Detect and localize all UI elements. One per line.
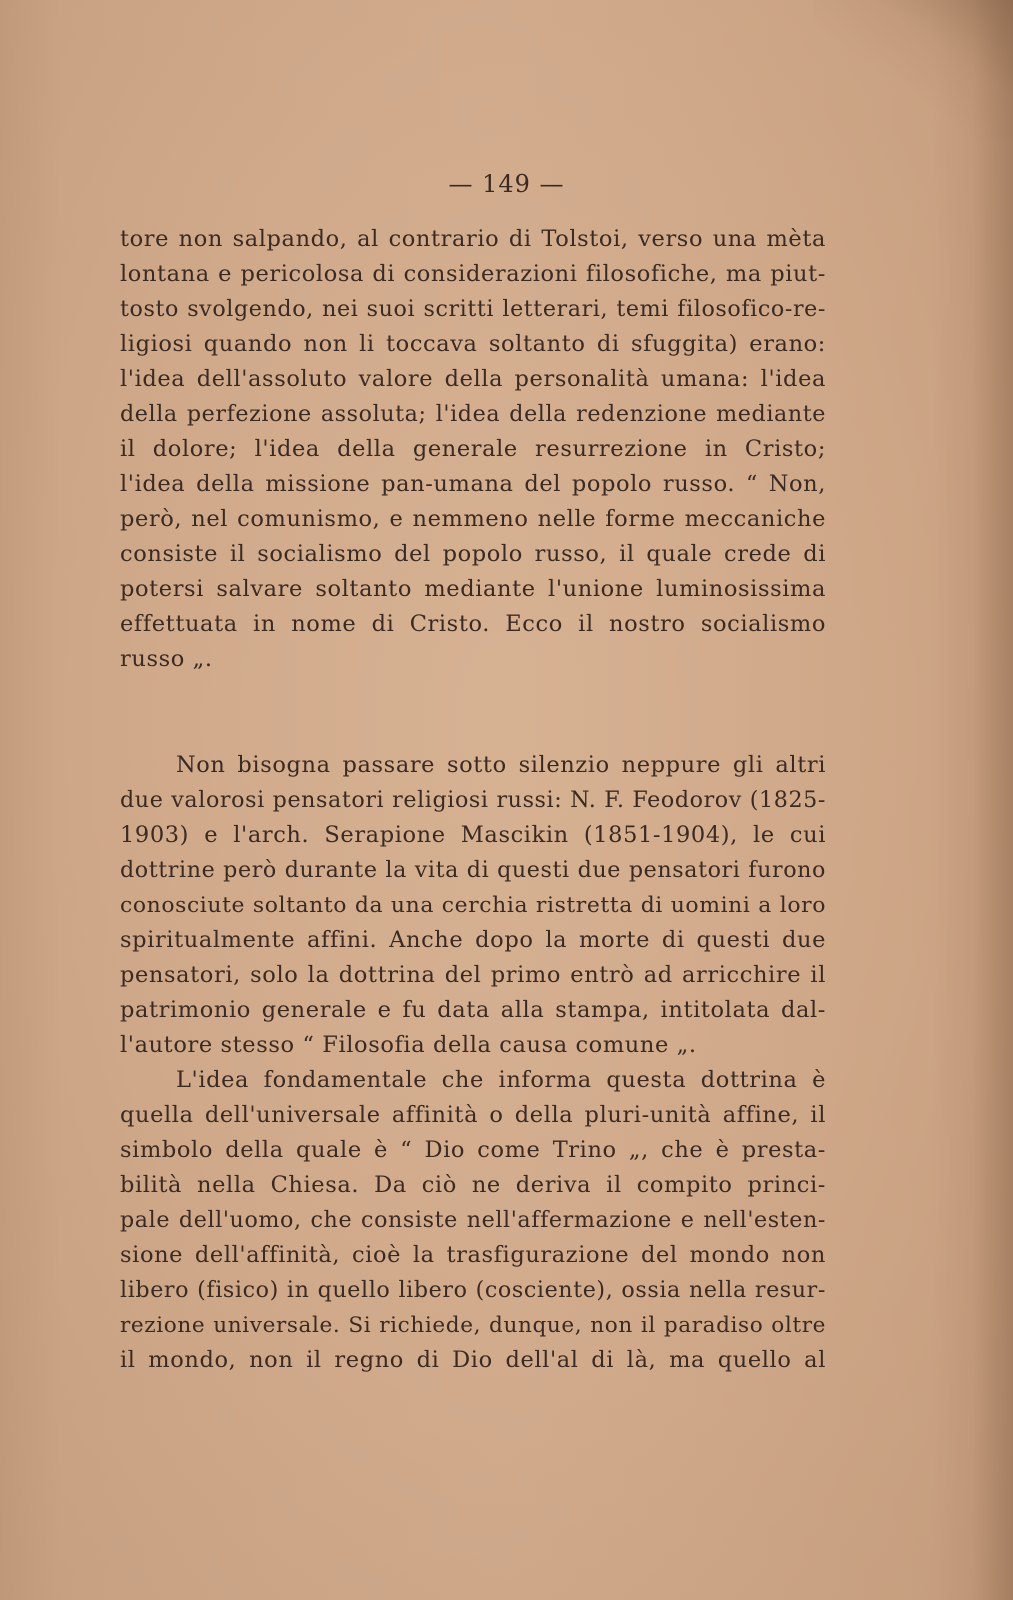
text-line: lontana e pericolosa di considerazioni filosofiche, ma piut- — [120, 261, 826, 287]
text-line: tosto svolgendo, nei suoi scritti letterari, temi filosofico-re- — [120, 296, 826, 322]
text-line: pale dell'uomo, che consiste nell'affermazione e nell'esten- — [120, 1207, 826, 1233]
text-line: però, nel comunismo, e nemmeno nelle forme meccaniche — [120, 506, 826, 532]
text-line: L'idea fondamentale che informa questa dottrina è — [176, 1067, 826, 1093]
text-line: della perfezione assoluta; l'idea della redenzione mediante — [120, 401, 826, 427]
text-line: bilità nella Chiesa. Da ciò ne deriva il compito princi- — [120, 1172, 826, 1198]
text-line: l'idea della missione pan-umana del popolo russo. “ Non, — [120, 471, 826, 497]
text-line: l'idea dell'assoluto valore della personalità umana: l'idea — [120, 366, 826, 392]
text-line: il dolore; l'idea della generale resurrezione in Cristo; — [120, 436, 826, 462]
text-line: russo „. — [120, 646, 213, 672]
text-line: Non bisogna passare sotto silenzio neppure gli altri — [176, 752, 826, 778]
text-line: il mondo, non il regno di Dio dell'al di là, ma quello al — [120, 1347, 826, 1373]
text-line: conosciute soltanto da una cerchia ristretta di uomini a loro — [120, 893, 826, 918]
text-line: quella dell'universale affinità o della pluri-unità affine, il — [120, 1102, 826, 1128]
text-line: tore non salpando, al contrario di Tolstoi, verso una mèta — [120, 226, 826, 252]
text-line: dottrine però durante la vita di questi due pensatori furono — [120, 857, 826, 883]
text-line: consiste il socialismo del popolo russo, il quale crede di — [120, 541, 826, 567]
text-line: l'autore stesso “ Filosofia della causa comune „. — [120, 1032, 697, 1058]
text-line: spiritualmente affini. Anche dopo la morte di questi due — [120, 927, 826, 953]
paragraph-1 — [120, 222, 826, 677]
page-number: — 149 — — [448, 170, 565, 198]
text-line: potersi salvare soltanto mediante l'unione luminosissima — [120, 576, 826, 602]
text-line: simbolo della quale è “ Dio come Trino „, che è presta- — [120, 1137, 826, 1163]
page-edge-shadow — [973, 0, 1013, 1600]
text-line: ligiosi quando non li toccava soltanto di sfuggita) erano: — [120, 331, 826, 357]
paragraph-3 — [120, 1063, 826, 1378]
text-line: due valorosi pensatori religiosi russi: N. F. Feodorov (1825- — [120, 787, 826, 813]
text-line: effettuata in nome di Cristo. Ecco il nostro socialismo — [120, 611, 826, 637]
text-line: patrimonio generale e fu data alla stampa, intitolata dal- — [120, 997, 826, 1023]
paragraph-2 — [120, 748, 826, 1063]
text-line: libero (fisico) in quello libero (cosciente), ossia nella resur- — [120, 1277, 826, 1303]
text-line: sione dell'affinità, cioè la trasfigurazione del mondo non — [120, 1242, 826, 1268]
text-line: pensatori, solo la dottrina del primo entrò ad arricchire il — [120, 962, 826, 988]
text-line: rezione universale. Si richiede, dunque, non il paradiso oltre — [120, 1313, 826, 1338]
text-line: 1903) e l'arch. Serapione Mascikin (1851-1904), le cui — [120, 822, 826, 848]
